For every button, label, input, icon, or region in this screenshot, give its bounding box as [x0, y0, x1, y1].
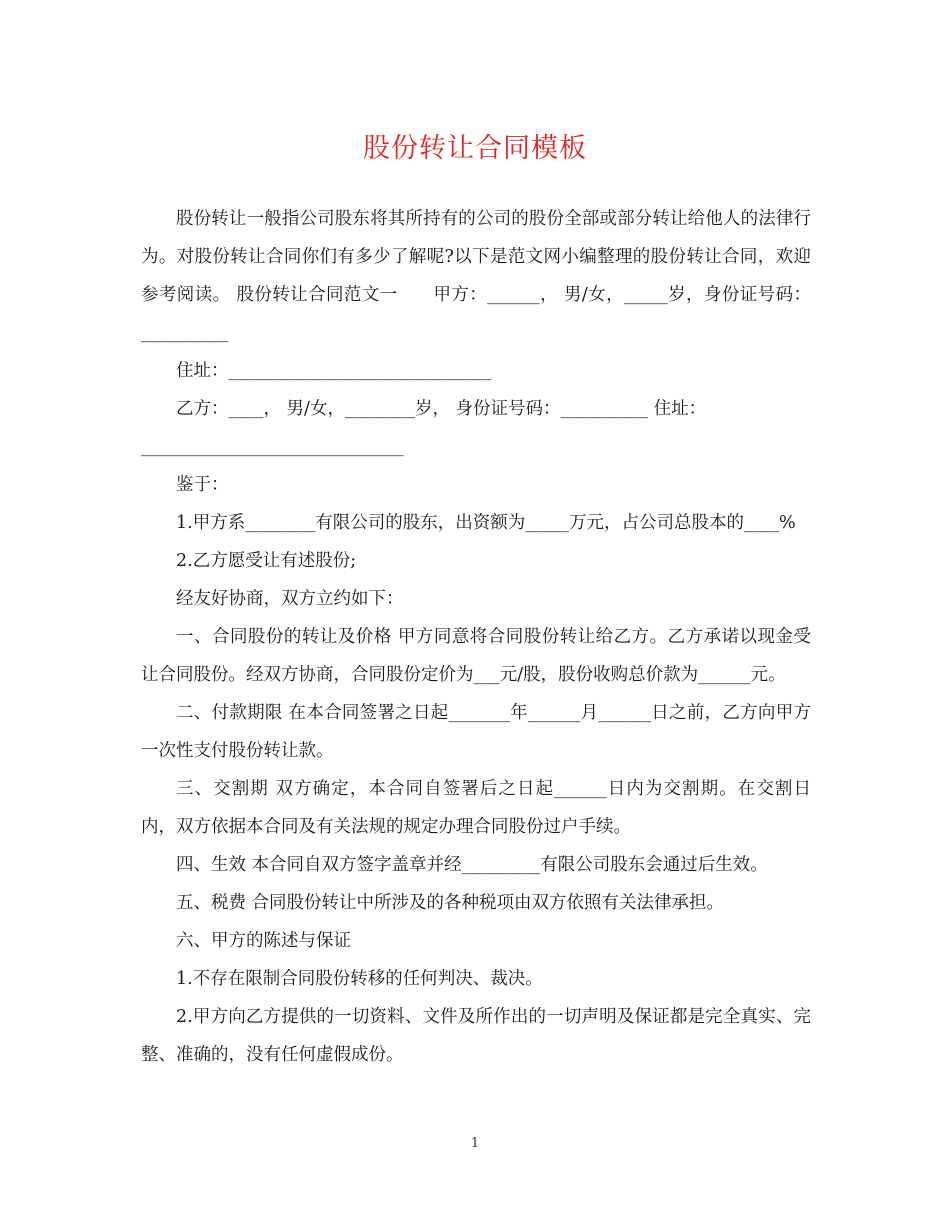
party-a-address: 住址：______________________________ [176, 361, 491, 381]
clause-6-item-2: 2.甲方向乙方提供的一切资料、文件及所作出的一切声明及保证都是完全真实、完整、准确的，没有任何虚假成份。 [141, 1007, 811, 1065]
whereas-heading: 鉴于： [176, 475, 229, 495]
party-b-address-line: ______________________________ [141, 437, 404, 457]
agreement-intro: 经友好协商，双方立约如下： [176, 589, 404, 609]
clause-6-item-1: 1.不存在限制合同股份转移的任何判决、裁决。 [176, 969, 543, 989]
party-b-info: 乙方：____， 男/女，________岁， 身份证号码：__________ 住址： [176, 399, 707, 419]
whereas-item-2: 2.乙方愿受让有述股份; [176, 551, 357, 571]
document-title: 股份转让合同模板 [363, 133, 587, 164]
intro-paragraph: 股份转让一般指公司股东将其所持有的公司的股份全部或部分转让给他人的法律行为。对股份转让合同你们有多少了解呢?以下是范文网小编整理的股份转让合同，欢迎参考阅读。 股份转让合同范文一 甲方：______， 男/女，_____岁，身份证号码：__________ [141, 209, 811, 343]
clause-3-delivery-period: 三、交割期 双方确定，本合同自签署后之日起______日内为交割期。在交割日内，双方依据本合同及有关法规的规定办理合同股份过户手续。 [141, 779, 811, 837]
page-number: 1 [470, 1136, 480, 1151]
clause-1-transfer-price: 一、合同股份的转让及价格 甲方同意将合同股份转让给乙方。乙方承诺以现金受让合同股份。经双方协商，合同股份定价为___元/股，股份收购总价款为______元。 [141, 627, 811, 685]
whereas-item-1: 1.甲方系________有限公司的股东，出资额为_____万元，占公司总股本的____% [176, 513, 796, 533]
clause-6-heading: 六、甲方的陈述与保证 [176, 931, 351, 951]
clause-4-effectiveness: 四、生效 本合同自双方签字盖章并经_________有限公司股东会通过后生效。 [176, 855, 768, 875]
clause-5-taxes: 五、税费 合同股份转让中所涉及的各种税项由双方依照有关法律承担。 [176, 893, 725, 913]
clause-2-payment-term: 二、付款期限 在本合同签署之日起_______年______月______日之前，乙方向甲方一次性支付股份转让款。 [141, 703, 811, 761]
document-body [141, 200, 811, 1074]
